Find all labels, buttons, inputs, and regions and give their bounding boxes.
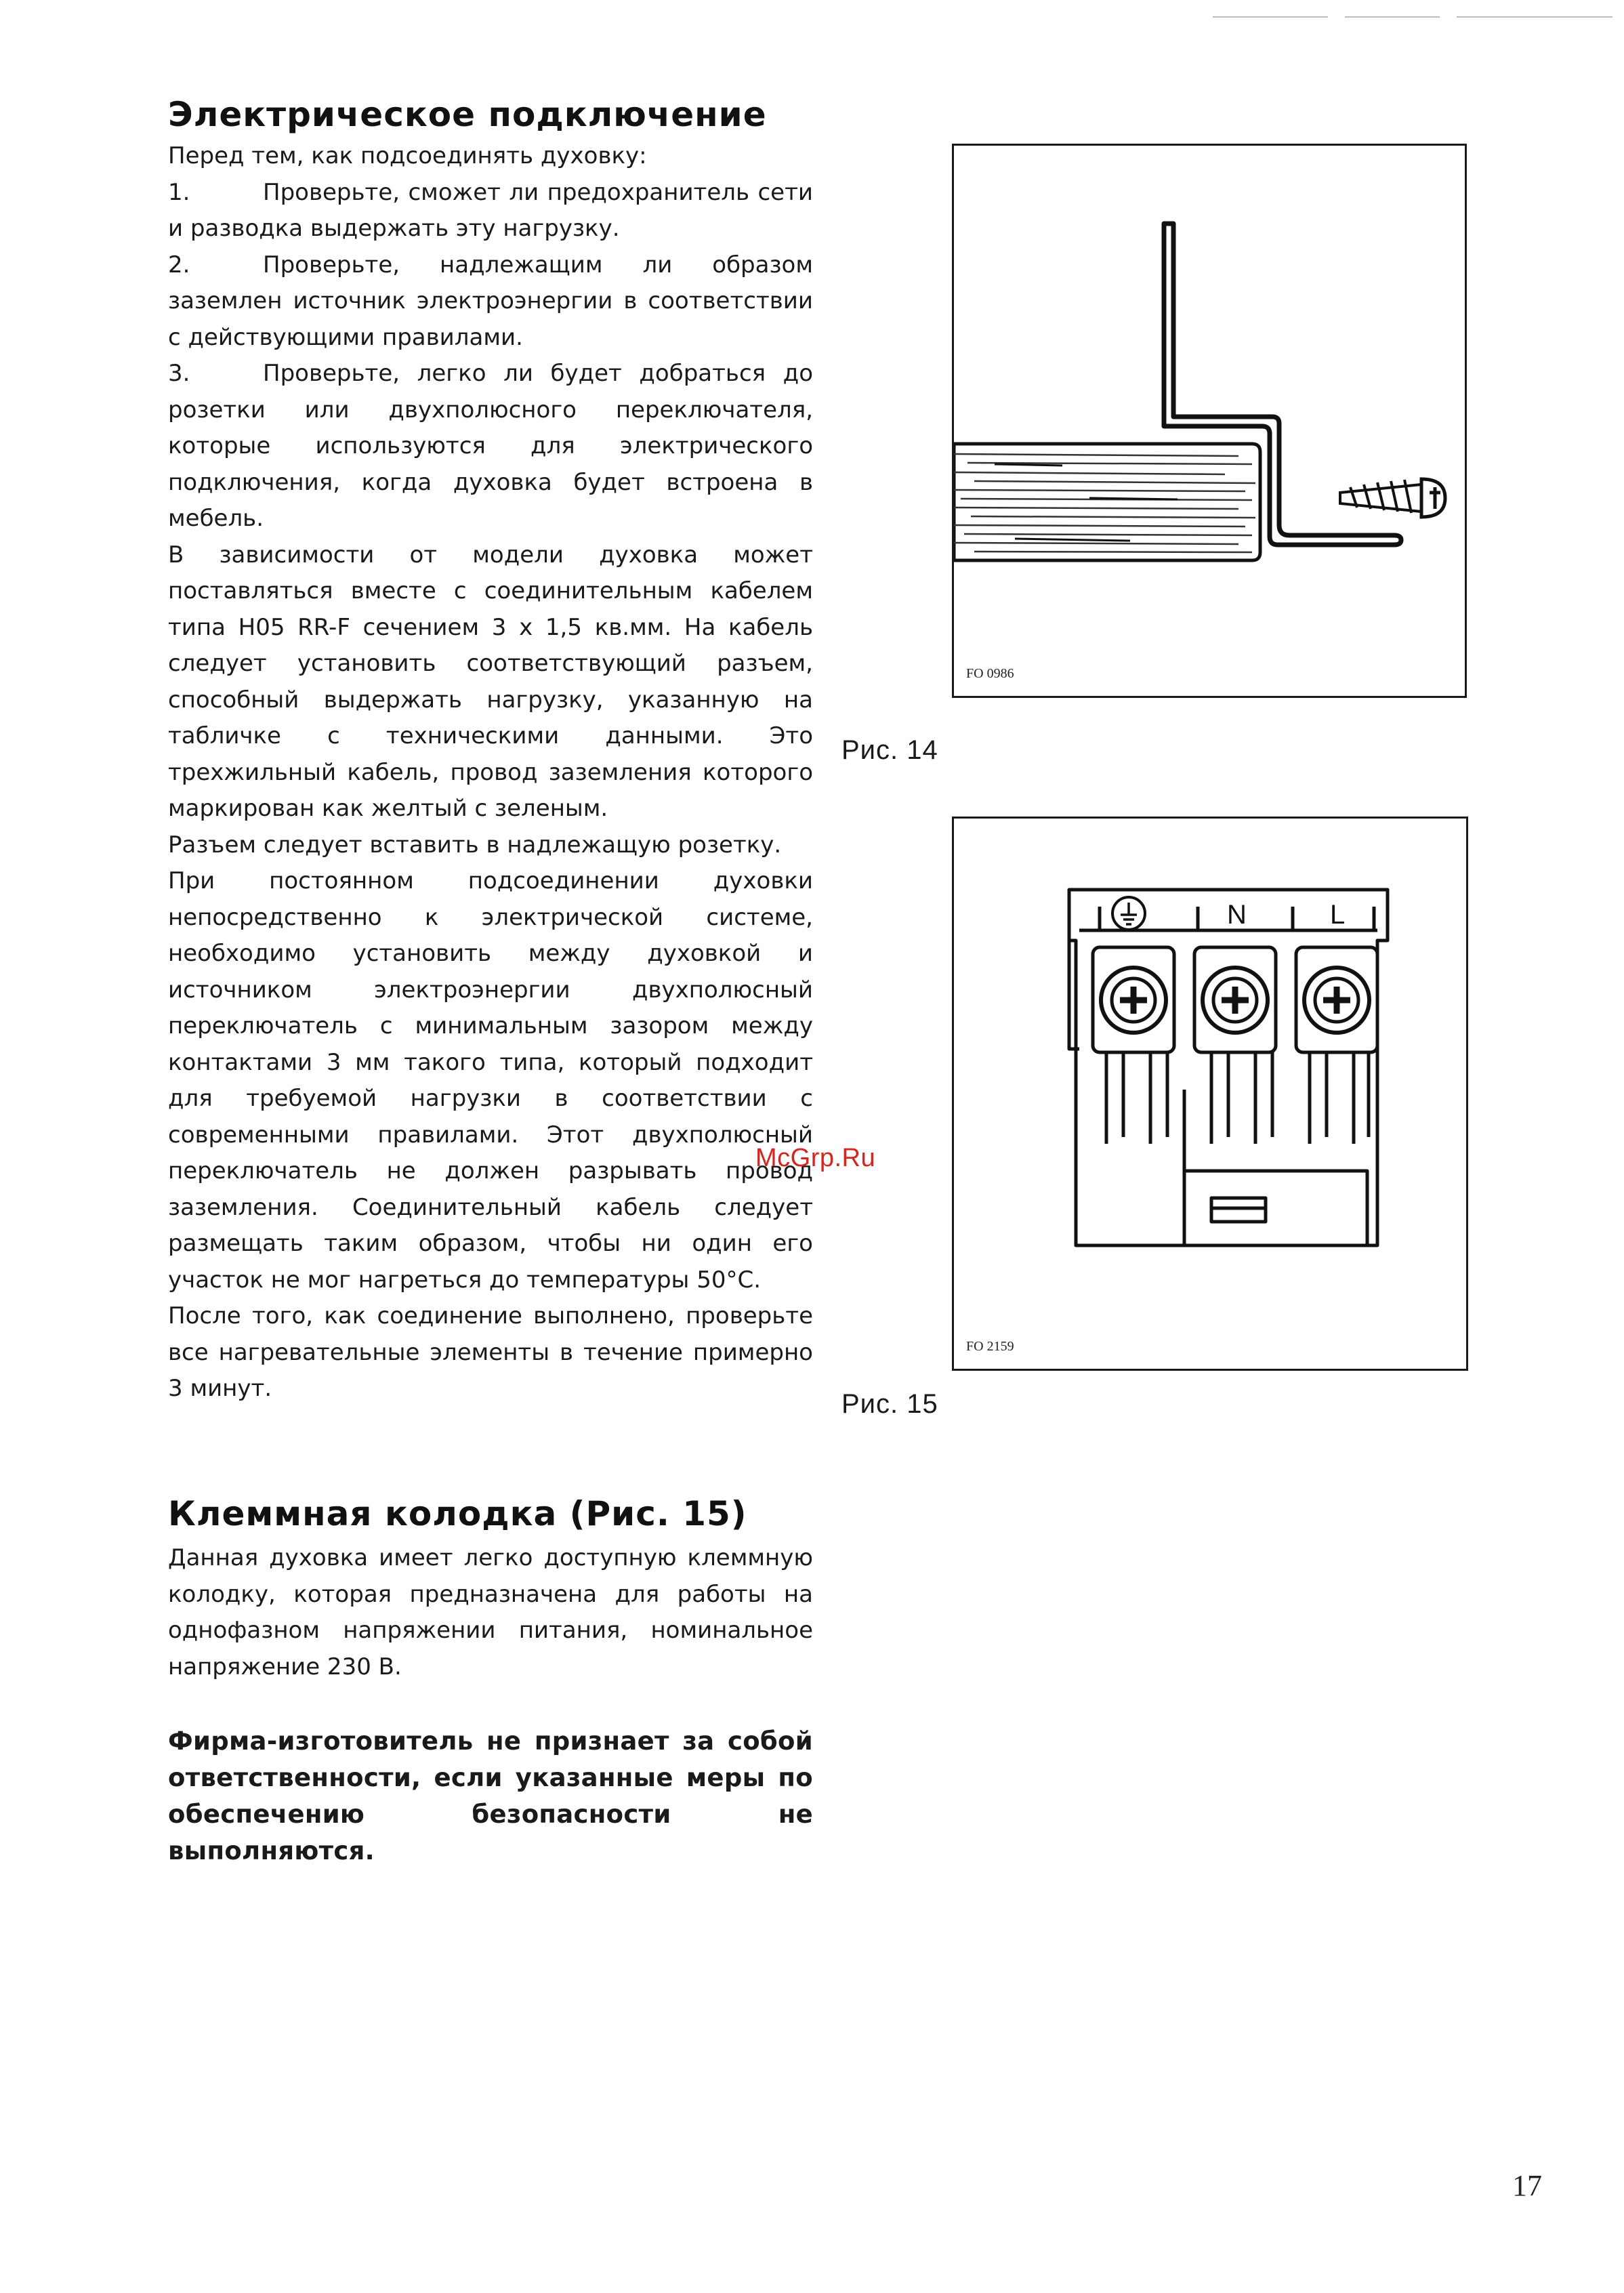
list-item-1 — [168, 175, 813, 247]
terminal-label-l: L — [1330, 900, 1346, 930]
section-terminal-block — [168, 1494, 813, 1869]
terminal-label-n: N — [1227, 900, 1247, 930]
top-rule-2 — [1345, 16, 1440, 18]
para-cable: В зависимости от модели духовка может поставляться вместе с соединительным кабелем типа H05 RR-F сечением 3 х 1,5 кв.мм. На кабель следует установить соответствующий разъем, способный выдержать нагрузку, указанную на табличке с техническими данными. Это трехжильный кабель, провод заземления которого маркирован как желтый с зеленым. — [168, 541, 813, 822]
para-permanent: При постоянном подсоединении духовки непосредственно к электрической системе, необходимо установить между духовкой и источником электроэнергии двухполюсный переключатель с минимальным зазором между контактами 3 мм такого типа, который подходит для требуемой нагрузки в соответствии с современными правилами. Этот двухполюсный переключатель не должен разрывать провод заземления. Соединительный кабель следует размещать таким образом, чтобы ни один его участок не мог нагреться до температуры 50°С. — [168, 867, 813, 1294]
figure-15-caption: Рис. 15 — [841, 1389, 938, 1419]
screw-icon — [1340, 479, 1445, 517]
top-rule-3 — [1457, 16, 1612, 18]
list-text-3: Проверьте, легко ли будет добраться до розетки или двухполюсного переключателя, которые используются для электрического подключения, когда духовка будет встроена в мебель. — [168, 360, 813, 532]
intro-text: Перед тем, как подсоединять духовку: — [168, 142, 647, 169]
figure-14-code: FO 0986 — [966, 666, 1014, 681]
list-item-3 — [168, 356, 813, 537]
screw-head-live-icon — [1304, 968, 1369, 1033]
list-num-3: 3. — [168, 360, 190, 387]
screw-head-neutral-icon — [1203, 968, 1268, 1033]
section-title-terminal: Клеммная колодка (Рис. 15) — [168, 1494, 747, 1533]
list-item-2 — [168, 247, 813, 356]
warning-text: Фирма-изготовитель не признает за собой ответственности, если указанные меры по обеспечению безопасности не выполняются. — [168, 1727, 813, 1865]
terminal-block-illustration — [954, 819, 1466, 1369]
figure-14 — [952, 144, 1467, 698]
para-terminal: Данная духовка имеет легко доступную клеммную колодку, которая предназначена для работы на однофазном напряжении питания, номинальное напряжение 230 В. — [168, 1544, 813, 1680]
list-num-2: 2. — [168, 251, 190, 278]
para-check: После того, как соединение выполнено, проверьте все нагревательные элементы в течение примерно 3 минут. — [168, 1302, 813, 1402]
figure-15-code: FO 2159 — [966, 1339, 1014, 1354]
page-number: 17 — [1512, 2169, 1542, 2202]
watermark-text: McGrp.Ru — [755, 1144, 876, 1172]
ground-symbol-icon — [1112, 897, 1145, 930]
list-text-2: Проверьте, надлежащим ли образом заземлен источник электроэнергии в соответствии с действующими правилами. — [168, 251, 813, 351]
list-text-1: Проверьте, сможет ли предохранитель сети и разводка выдержать эту нагрузку. — [168, 178, 813, 242]
top-rule-1 — [1213, 16, 1328, 18]
figure-14-caption: Рис. 14 — [841, 735, 938, 765]
figure-15 — [952, 817, 1468, 1371]
list-num-1: 1. — [168, 178, 190, 206]
para-plug: Разъем следует вставить в надлежащую розетку. — [168, 831, 782, 859]
screw-head-ground-icon — [1101, 968, 1166, 1033]
mounting-bracket-illustration — [954, 146, 1465, 696]
section-electrical — [168, 95, 813, 1407]
section-title-electrical: Электрическое подключение — [168, 95, 767, 134]
